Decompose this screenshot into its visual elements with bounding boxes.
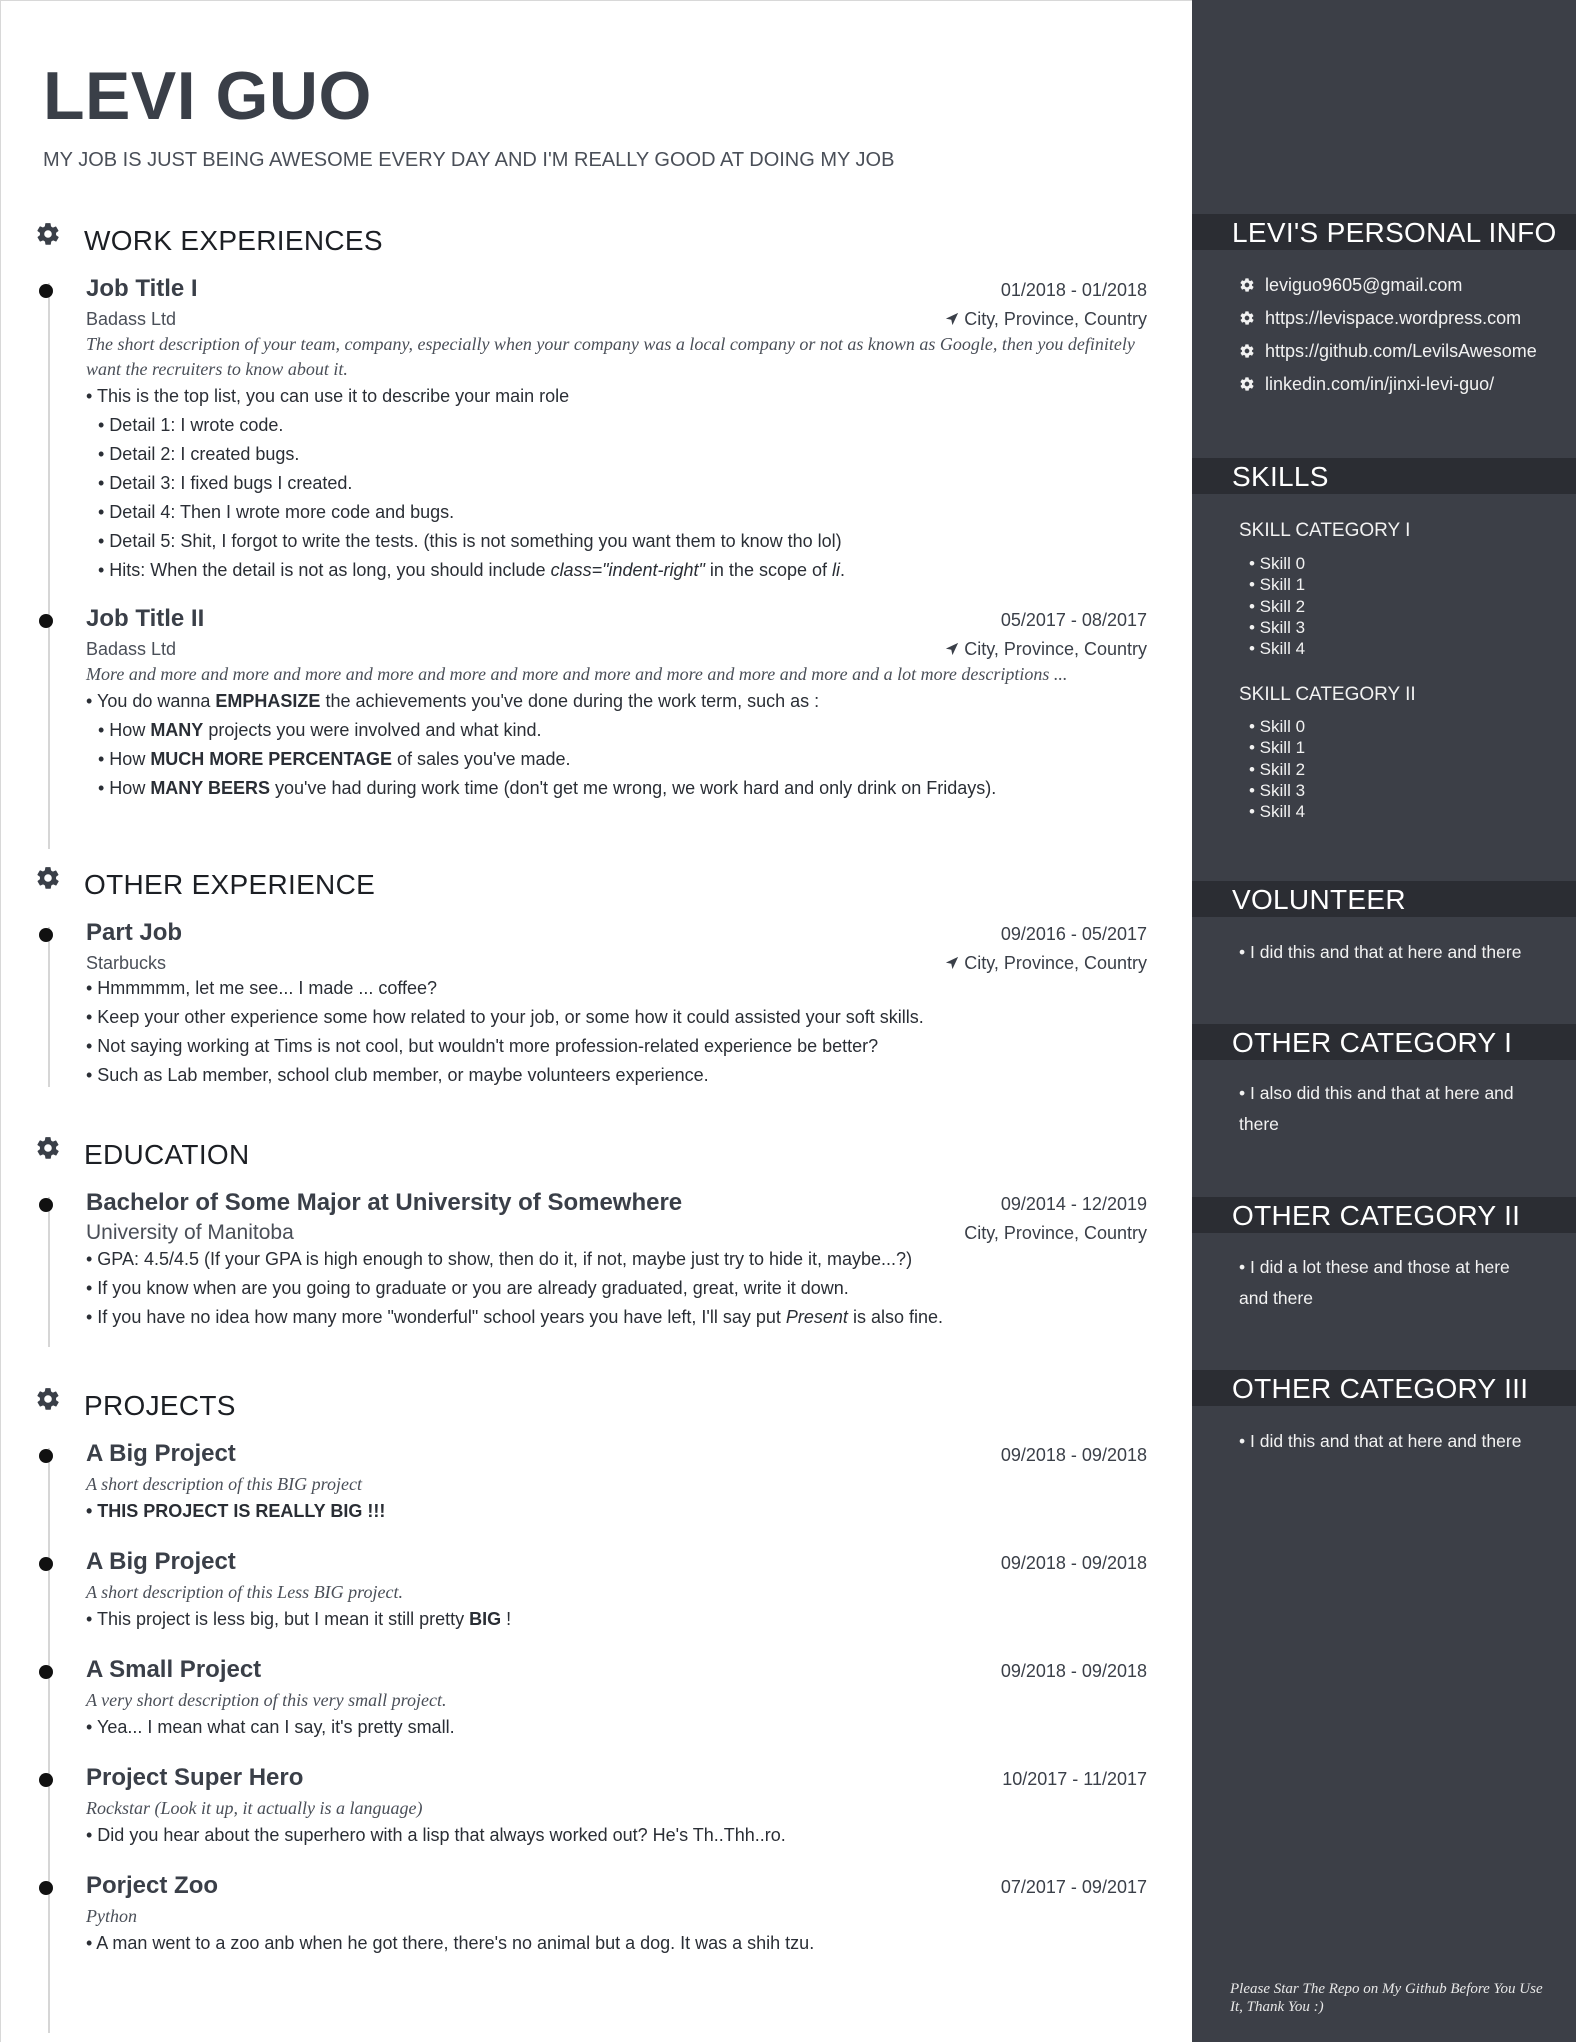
list-item: • A man went to a zoo anb when he got there, there's no animal but a dog. It was a shih tzu.	[86, 1933, 815, 1953]
other-category-3-header	[1192, 1370, 1576, 1406]
project-entry	[86, 1872, 1147, 1958]
project-description: Python	[86, 1906, 137, 1926]
location-text: City, Province, Country	[964, 953, 1147, 973]
other-category-2-text: • I did a lot these and those at here and there	[1239, 1257, 1510, 1308]
project-entry	[86, 1440, 1147, 1526]
text: • If you have no idea how many more "wonderful" school years you have left, I'll say put	[86, 1307, 786, 1327]
project-entry	[86, 1764, 1147, 1850]
gear-icon	[35, 865, 61, 891]
emphasis: BIG	[469, 1609, 502, 1629]
job-date: 05/2017 - 08/2017	[1000, 610, 1147, 630]
skill-item: • Skill 4	[1249, 802, 1306, 822]
skill-item: • Skill 2	[1249, 596, 1306, 616]
other-category-3-text: • I did this and that at here and there	[1239, 1431, 1522, 1451]
work-section	[1, 221, 1193, 803]
timeline-dot	[39, 614, 53, 628]
list-item: • Yea... I mean what can I say, it's pretty small.	[86, 1717, 455, 1737]
text: you've had during work time (don't get me wrong, we work hard and only drink on Fridays).	[270, 778, 997, 798]
timeline-line	[48, 1448, 50, 2033]
emphasis: MANY BEERS	[150, 778, 271, 798]
list-item: • THIS PROJECT IS REALLY BIG !!!	[86, 1501, 386, 1521]
timeline-line	[48, 1197, 50, 1347]
text: of sales you've made.	[392, 749, 571, 769]
list-item: • Hmmmmm, let me see... I made ... coffee?	[86, 978, 438, 998]
section-title: WORK EXPERIENCES	[84, 225, 383, 256]
sidebar-title: LEVI'S PERSONAL INFO	[1232, 217, 1557, 248]
location-arrow-icon	[945, 642, 959, 656]
list-item	[86, 556, 1147, 585]
gear-icon	[1239, 376, 1255, 392]
hint-code: class="indent-right"	[550, 560, 705, 580]
timeline-dot	[39, 1773, 53, 1787]
hint-text: .	[840, 560, 846, 580]
degree-title: Bachelor of Some Major at University of Somewhere	[86, 1189, 683, 1216]
project-entry	[86, 1656, 1147, 1742]
email-text: leviguo9605@gmail.com	[1265, 275, 1463, 295]
job-location	[945, 953, 1147, 974]
location-text: City, Province, Country	[964, 309, 1147, 329]
list-item	[86, 1605, 1147, 1634]
list-item	[86, 716, 1147, 745]
location-text: City, Province, Country	[964, 639, 1147, 659]
list-item: • Detail 1: I wrote code.	[98, 415, 284, 435]
text: projects you were involved and what kind.	[203, 720, 542, 740]
skill-item: • Skill 1	[1249, 575, 1306, 595]
job-title: Job Title I	[86, 275, 198, 302]
list-item: • Did you hear about the superhero with a lisp that always worked out? He's Th..Thh..ro.	[86, 1825, 786, 1845]
section-title: EDUCATION	[84, 1139, 250, 1170]
list-item: • Not saying working at Tims is not cool, but wouldn't more profession-related experience be better?	[86, 1036, 879, 1056]
volunteer-header	[1192, 881, 1576, 917]
list-item: • Keep your other experience some how related to your job, or some how it could assisted your soft skills.	[86, 1007, 924, 1027]
resume-tagline: MY JOB IS JUST BEING AWESOME EVERY DAY AND I'M REALLY GOOD AT DOING MY JOB	[43, 149, 895, 171]
linkedin-text: linkedin.com/in/jinxi-levi-guo/	[1265, 374, 1495, 394]
list-item	[86, 745, 1147, 774]
list-item: • Detail 4: Then I wrote more code and bugs.	[98, 502, 455, 522]
sidebar-title: VOLUNTEER	[1232, 884, 1406, 915]
linkedin-link[interactable]	[1239, 374, 1494, 395]
work-entry	[86, 275, 1147, 585]
project-title: Porject Zoo	[86, 1872, 219, 1899]
text: • How	[98, 749, 151, 769]
company-name: Starbucks	[86, 953, 167, 973]
project-title: A Small Project	[86, 1656, 262, 1683]
school-location: City, Province, Country	[964, 1223, 1147, 1243]
skill-item: • Skill 0	[1249, 717, 1306, 736]
company-name: Badass Ltd	[86, 639, 177, 659]
website-link[interactable]	[1239, 308, 1521, 329]
list-item: • Detail 3: I fixed bugs I created.	[98, 473, 353, 493]
company-name: Badass Ltd	[86, 309, 177, 329]
job-title: Job Title II	[86, 605, 205, 632]
list-item	[86, 687, 1147, 716]
text: • How	[98, 720, 151, 740]
skill-item: • Skill 4	[1249, 639, 1306, 659]
timeline-dot	[39, 1198, 53, 1212]
emphasis: MANY	[150, 720, 204, 740]
text: is also fine.	[847, 1307, 943, 1327]
other-section-header	[1, 865, 1193, 905]
project-date: 09/2018 - 09/2018	[1000, 1553, 1147, 1573]
timeline-line	[48, 283, 50, 849]
project-date: 07/2017 - 09/2017	[1000, 1877, 1147, 1897]
text: • You do wanna	[86, 691, 216, 711]
other-category-2-header	[1192, 1197, 1576, 1233]
gear-icon	[35, 1386, 61, 1412]
sidebar-title: OTHER CATEGORY III	[1232, 1373, 1529, 1404]
email-link[interactable]	[1239, 275, 1462, 296]
text: !	[501, 1609, 512, 1629]
list-item: • Detail 2: I created bugs.	[98, 444, 300, 464]
footer-note: Please Star The Repo on My Github Before You Use It, Thank You :)	[1230, 1981, 1543, 2015]
volunteer-text: • I did this and that at here and there	[1239, 942, 1522, 962]
list-item: • Detail 5: Shit, I forgot to write the tests. (this is not something you want them to know tho lol)	[98, 531, 842, 551]
location-arrow-icon	[945, 312, 959, 326]
list-item: • If you know when are you going to graduate or you are already graduated, great, write it down.	[86, 1278, 849, 1298]
sidebar	[1192, 0, 1576, 2042]
projects-section-header	[1, 1386, 1193, 1426]
timeline-dot	[39, 1881, 53, 1895]
list-item	[86, 774, 1147, 803]
timeline-dot	[39, 1665, 53, 1679]
skill-list	[1249, 553, 1305, 659]
skill-item: • Skill 2	[1249, 759, 1306, 779]
education-date: 09/2014 - 12/2019	[1000, 1194, 1147, 1214]
github-link[interactable]	[1239, 341, 1537, 362]
skills-header	[1192, 458, 1576, 494]
text: • This project is less big, but I mean it still pretty	[86, 1609, 470, 1629]
project-description: A very short description of this very small project.	[86, 1690, 447, 1710]
location-arrow-icon	[945, 956, 959, 970]
work-section-header	[1, 221, 1193, 261]
sidebar-title: OTHER CATEGORY I	[1232, 1027, 1513, 1058]
hint-text: in the scope of	[704, 560, 833, 580]
skill-item: • Skill 1	[1249, 738, 1306, 758]
emphasis: Present	[785, 1307, 848, 1327]
list-item: • This is the top list, you can use it to describe your main role	[86, 386, 570, 406]
timeline-dot	[39, 1557, 53, 1571]
resume-name: LEVI GUO	[43, 58, 372, 134]
hint-text: • Hits: When the detail is not as long, you should include	[98, 560, 551, 580]
project-date: 09/2018 - 09/2018	[1000, 1445, 1147, 1465]
other-category-1-header	[1192, 1024, 1576, 1060]
school-name: University of Manitoba	[86, 1221, 294, 1244]
work-entry	[86, 605, 1147, 803]
education-entry	[86, 1189, 1147, 1332]
other-entry	[86, 919, 1147, 1090]
job-description: The short description of your team, company, especially when your company was a local company or not as known as Google, then you definitely want the recruiters to know about it.	[86, 334, 1135, 379]
sidebar-title: OTHER CATEGORY II	[1232, 1200, 1521, 1231]
skill-list	[1249, 716, 1305, 822]
project-description: A short description of this Less BIG project.	[86, 1582, 403, 1602]
gear-icon	[1239, 343, 1255, 359]
timeline-dot	[39, 284, 53, 298]
personal-info-header	[1192, 214, 1576, 250]
gear-icon	[35, 1135, 61, 1161]
list-item: • Such as Lab member, school club member, or maybe volunteers experience.	[86, 1065, 709, 1085]
project-title: Project Super Hero	[86, 1764, 304, 1791]
project-title: A Big Project	[86, 1440, 236, 1467]
project-date: 10/2017 - 11/2017	[1002, 1769, 1147, 1789]
timeline-line	[48, 927, 50, 1087]
sidebar-title: SKILLS	[1232, 461, 1329, 492]
text: • How	[98, 778, 151, 798]
job-location	[945, 309, 1147, 330]
gear-icon	[1239, 277, 1255, 293]
timeline-dot	[39, 1449, 53, 1463]
project-description: A short description of this BIG project	[86, 1474, 362, 1494]
skill-category-title: SKILL CATEGORY I	[1239, 520, 1411, 541]
education-section	[1, 1135, 1193, 1332]
github-text: https://github.com/LevilsAwesome	[1265, 341, 1537, 361]
job-date: 09/2016 - 05/2017	[1000, 924, 1147, 944]
education-section-header	[1, 1135, 1193, 1175]
job-location	[945, 639, 1147, 660]
projects-section	[1, 1386, 1193, 1958]
job-title: Part Job	[86, 919, 183, 946]
gear-icon	[35, 221, 61, 247]
emphasis: MUCH MORE PERCENTAGE	[150, 749, 392, 769]
skill-item: • Skill 3	[1249, 617, 1306, 637]
project-title: A Big Project	[86, 1548, 236, 1575]
timeline-dot	[39, 928, 53, 942]
skill-category-title: SKILL CATEGORY II	[1239, 684, 1416, 705]
list-item	[86, 1303, 1147, 1332]
section-title: PROJECTS	[84, 1390, 236, 1421]
project-date: 09/2018 - 09/2018	[1000, 1661, 1147, 1681]
text: the achievements you've done during the work term, such as :	[320, 691, 820, 711]
skill-item: • Skill 0	[1249, 554, 1306, 573]
section-title: OTHER EXPERIENCE	[84, 869, 376, 900]
emphasis: EMPHASIZE	[215, 691, 321, 711]
hint-tag: li	[832, 560, 841, 580]
project-description: Rockstar (Look it up, it actually is a language)	[86, 1798, 423, 1818]
list-item: • GPA: 4.5/4.5 (If your GPA is high enough to show, then do it, if not, maybe just try to hide it, maybe...?)	[86, 1249, 913, 1269]
other-category-1-text: • I also did this and that at here and there	[1239, 1083, 1514, 1134]
job-date: 01/2018 - 01/2018	[1000, 280, 1147, 300]
other-experience-section	[1, 865, 1193, 1090]
project-entry	[86, 1548, 1147, 1634]
job-description: More and more and more and more and more and more and more and more and more and more and more and a lot more descriptions ...	[86, 664, 1068, 684]
website-text: https://levispace.wordpress.com	[1265, 308, 1522, 328]
gear-icon	[1239, 310, 1255, 326]
skill-item: • Skill 3	[1249, 780, 1306, 800]
